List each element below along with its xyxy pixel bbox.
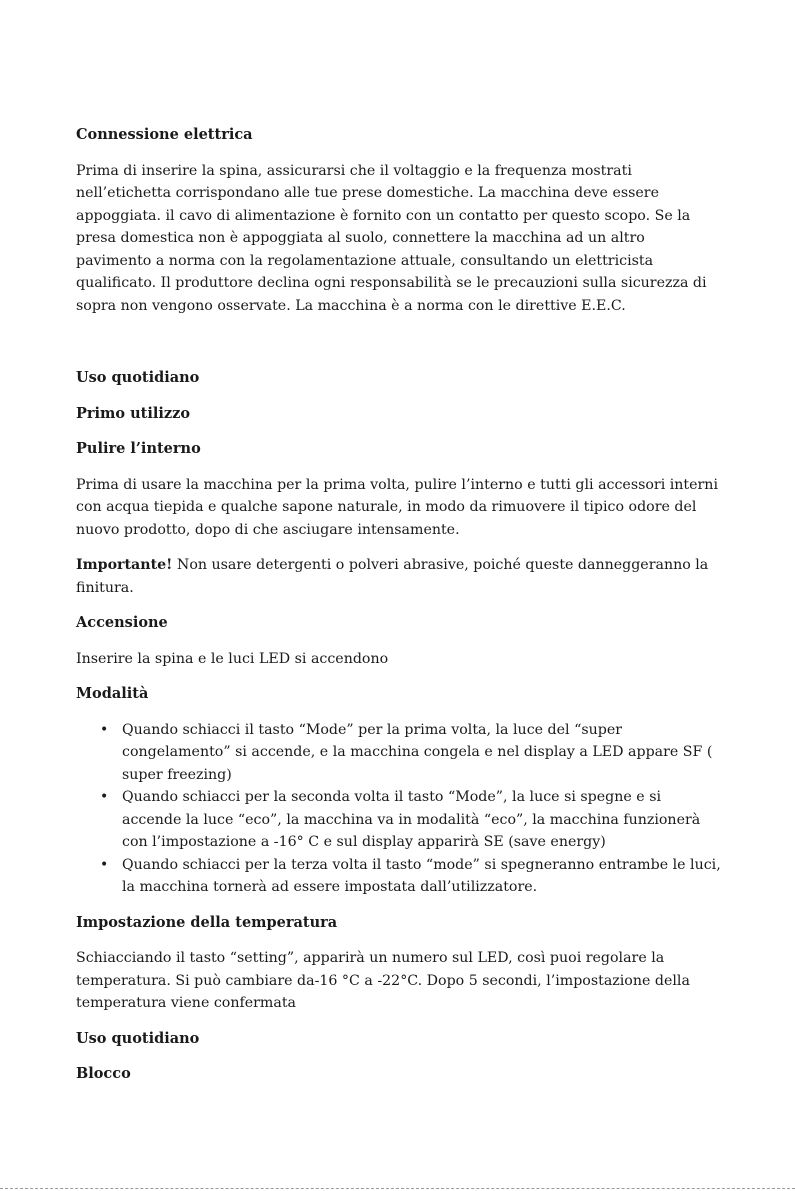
list-modalita [76,719,724,899]
heading-uso-quotidiano-2: Uso quotidiano [76,1029,200,1047]
paragraph-accensione: Inserire la spina e le luci LED si accendono [76,650,389,667]
heading-accensione: Accensione [76,614,168,631]
list-item [76,719,724,787]
heading-connessione-elettrica: Connessione elettrica [76,126,253,143]
list-item-text: Quando schiacci il tasto “Mode” per la prima volta, la luce del “super congelamento” si accende, e la macchina congela e nel display a LED appare SF ( super freezing) [122,721,713,783]
bullet-icon: • [100,789,109,805]
document-page [76,124,724,1086]
list-item [76,786,724,854]
heading-pulire-interno: Pulire l’interno [76,440,201,457]
heading-impostazione-temperatura: Impostazione della temperatura [76,913,338,931]
paragraph-importante [76,554,724,599]
heading-primo-utilizzo: Primo utilizzo [76,404,191,422]
heading-uso-quotidiano: Uso quotidiano [76,369,200,386]
bullet-icon: • [100,856,109,873]
list-item [76,854,724,899]
list-item-text: Quando schiacci per la terza volta il tasto “mode” si spegneranno entrambe le luci, la macchina tornerà ad essere impostata dall’utilizzatore. [122,856,721,895]
paragraph-impostazione-temperatura: Schiacciando il tasto “setting”, apparirà un numero sul LED, così puoi regolare la temperatura. Si può cambiare da-16 °C a -22°C. Dopo 5 secondi, l’impostazione della temperatura viene confermata [76,950,690,1011]
paragraph-pulire-interno: Prima di usare la macchina per la prima volta, pulire l’interno e tutti gli accessori interni con acqua tiepida e qualche sapone naturale, in modo da rimuovere il tipico odore del nuovo prodotto, dopo di che asciugare intensamente. [76,476,718,538]
page-bottom-border [0,1188,795,1189]
paragraph-connessione-elettrica: Prima di inserire la spina, assicurarsi che il voltaggio e la frequenza mostrati nell’etichetta corrispondano alle tue prese domestiche. La macchina deve essere appoggiata. il cavo di alimentazione è fornito con un contatto per questo scopo. Se la presa domestica non è appoggiata al suolo, connettere la macchina ad un altro pavimento a norma con la regolamentazione attuale, consultando un elettricista qualificato. Il produttore declina ogni responsabilità se le precauzioni sulla sicurezza di sopra non vengono osservate. La macchina è a norma con le direttive E.E.C. [76,162,707,314]
heading-modalita: Modalità [76,685,149,702]
list-item-text: Quando schiacci per la seconda volta il tasto “Mode”, la luce si spegne e si accende la luce “eco”, la macchina va in modalità “eco”, la macchina funzionerà con l’impostazione a -16° C e sul display apparirà SE (save energy) [122,789,701,850]
text-importante: Non usare detergenti o polveri abrasive, poiché queste danneggeranno la finitura. [76,557,709,596]
bullet-icon: • [100,721,109,738]
label-importante: Importante! [76,557,173,573]
heading-blocco: Blocco [76,1065,131,1082]
